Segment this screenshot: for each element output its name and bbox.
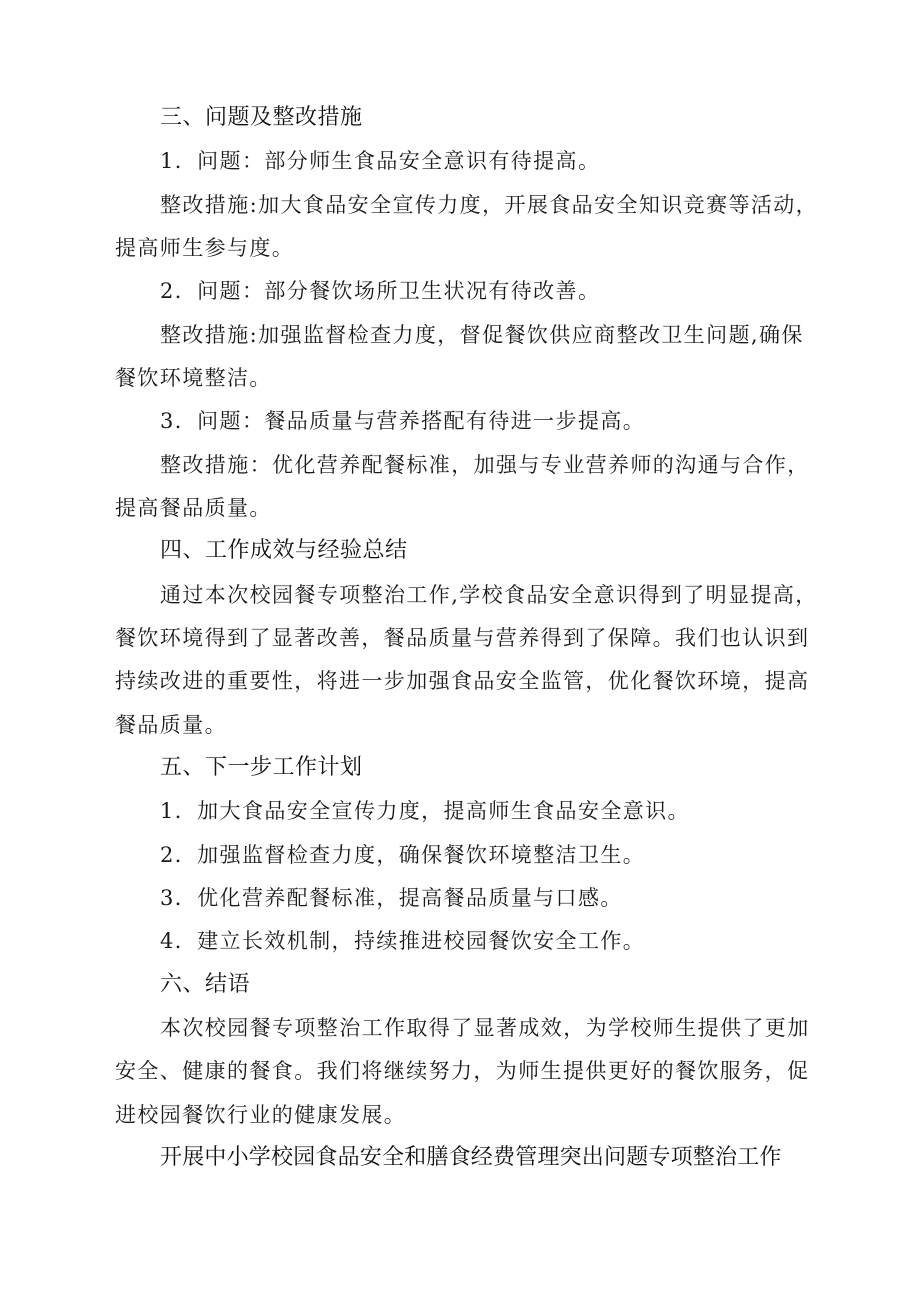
measure-3-line-2: 提高餐品质量。 bbox=[115, 496, 272, 520]
summary-line-1: 通过本次校园餐专项整治工作,学校食品安全意识得到了明显提高， bbox=[160, 583, 818, 607]
measure-1-line-2: 提高师生参与度。 bbox=[115, 236, 295, 260]
measure-2-line-1: 整改措施:加强监督检查力度，督促餐饮供应商整改卫生问题,确保 bbox=[160, 323, 804, 347]
conclusion-line-1: 本次校园餐专项整治工作取得了显著成效，为学校师生提供了更加 bbox=[160, 1016, 810, 1040]
conclusion-line-3: 进校园餐饮行业的健康发展。 bbox=[115, 1103, 407, 1127]
measure-3-line-1: 整改措施：优化营养配餐标准，加强与专业营养师的沟通与合作， bbox=[160, 453, 810, 477]
summary-line-3: 持续改进的重要性，将进一步加强食品安全监管，优化餐饮环境，提高 bbox=[115, 669, 810, 693]
measure-1-line-1: 整改措施:加大食品安全宣传力度，开展食品安全知识竞赛等活动， bbox=[160, 193, 819, 217]
section-heading-6: 六、结语 bbox=[160, 972, 251, 997]
conclusion-line-2: 安全、健康的餐食。我们将继续努力，为师生提供更好的餐饮服务，促 bbox=[115, 1059, 810, 1083]
summary-line-2: 餐饮环境得到了显著改善，餐品质量与营养得到了保障。我们也认识到 bbox=[115, 626, 810, 650]
problem-3: 3．问题：餐品质量与营养搭配有待进一步提高。 bbox=[160, 409, 646, 433]
plan-item-3: 3．优化营养配餐标准，提高餐品质量与口感。 bbox=[160, 886, 623, 910]
next-document-title: 开展中小学校园食品安全和膳食经费管理突出问题专项整治工作 bbox=[160, 1145, 782, 1170]
section-heading-3: 三、问题及整改措施 bbox=[160, 105, 363, 130]
summary-line-4: 餐品质量。 bbox=[115, 713, 227, 737]
problem-2: 2．问题：部分餐饮场所卫生状况有待改善。 bbox=[160, 279, 601, 303]
plan-item-1: 1．加大食品安全宣传力度，提高师生食品安全意识。 bbox=[160, 799, 690, 823]
section-heading-5: 五、下一步工作计划 bbox=[160, 755, 363, 780]
plan-item-4: 4．建立长效机制，持续推进校园餐饮安全工作。 bbox=[160, 929, 646, 953]
section-heading-4: 四、工作成效与经验总结 bbox=[160, 538, 408, 563]
measure-2-line-2: 餐饮环境整洁。 bbox=[115, 366, 272, 390]
problem-1: 1．问题：部分师生食品安全意识有待提高。 bbox=[160, 149, 601, 173]
plan-item-2: 2．加强监督检查力度，确保餐饮环境整洁卫生。 bbox=[160, 843, 646, 867]
